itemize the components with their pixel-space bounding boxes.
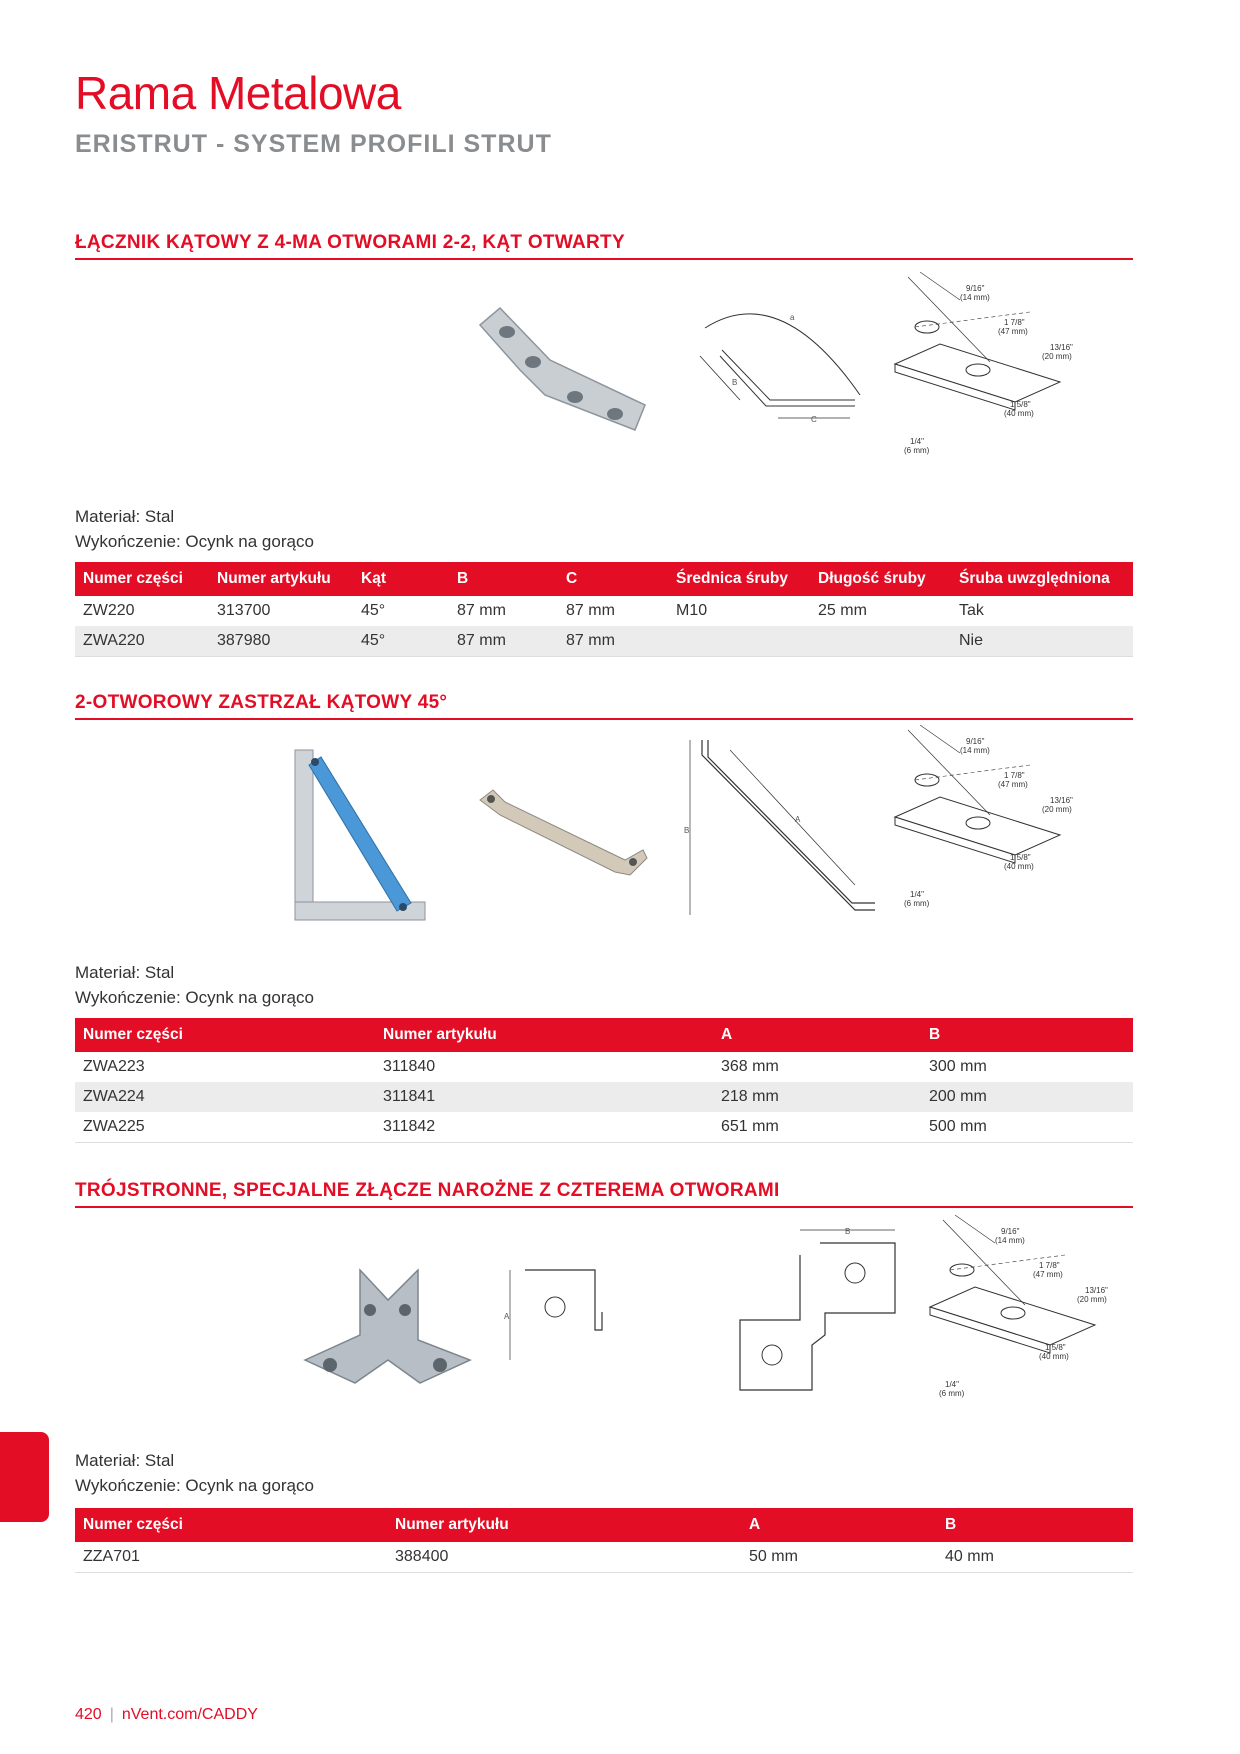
page-number: 420 xyxy=(75,1706,102,1723)
table-cell: 87 mm xyxy=(566,602,615,619)
table-row xyxy=(75,1112,1133,1143)
svg-text:B: B xyxy=(684,826,690,835)
table-row xyxy=(75,596,1133,626)
table-row xyxy=(75,1542,1133,1573)
svg-text:9/16": 9/16" xyxy=(1001,1227,1020,1236)
table-cell: 300 mm xyxy=(929,1058,987,1075)
svg-text:9/16": 9/16" xyxy=(966,737,985,746)
table-row xyxy=(75,1052,1133,1082)
footer-link[interactable]: nVent.com/CADDY xyxy=(121,1706,258,1723)
svg-text:A: A xyxy=(795,815,801,824)
svg-text:1 5/8": 1 5/8" xyxy=(1045,1343,1066,1352)
table-cell: 218 mm xyxy=(713,1082,921,1112)
table-cell: ZWA224 xyxy=(75,1082,375,1112)
table-cell: ZZA701 xyxy=(75,1542,387,1573)
spec-table-1 xyxy=(75,562,1133,657)
brace-assembly-photo xyxy=(285,745,435,935)
svg-text:(20 mm): (20 mm) xyxy=(1042,352,1072,361)
col-header: Numer części xyxy=(75,1508,387,1542)
table-cell: M10 xyxy=(676,602,708,619)
page-title: Rama Metalowa xyxy=(75,67,401,119)
table-row xyxy=(75,1082,1133,1112)
svg-text:a: a xyxy=(790,313,795,322)
svg-text:1/4": 1/4" xyxy=(945,1380,959,1389)
col-header: Numer części xyxy=(75,562,209,596)
brace-drawing xyxy=(680,735,880,920)
corner-connector-side-drawing xyxy=(500,1265,680,1365)
finish-text-3: Wykończenie: Ocynk na gorąco xyxy=(75,1476,314,1495)
svg-text:B: B xyxy=(732,378,738,387)
hole-dimension-drawing-3 xyxy=(915,1215,1115,1405)
section-title-3: TRÓJSTRONNE, SPECJALNE ZŁĄCZE NAROŻNE Z CZTEREMA OTWORAMI xyxy=(75,1180,1133,1208)
svg-text:13/16": 13/16" xyxy=(1050,796,1073,805)
section-title-2: 2-OTWOROWY ZASTRZAŁ KĄTOWY 45° xyxy=(75,692,1133,720)
svg-text:(47 mm): (47 mm) xyxy=(998,780,1028,789)
col-header: B xyxy=(937,1508,1133,1542)
col-header: Numer artykułu xyxy=(375,1018,713,1052)
table-cell: 368 mm xyxy=(721,1058,779,1075)
svg-text:(40 mm): (40 mm) xyxy=(1004,409,1034,418)
col-header: C xyxy=(558,562,668,596)
col-header: A xyxy=(713,1018,921,1052)
table-cell: 311840 xyxy=(383,1058,436,1075)
table-cell: 313700 xyxy=(217,602,271,619)
col-header: Numer części xyxy=(75,1018,375,1052)
col-header: B xyxy=(921,1018,1133,1052)
table-cell: 40 mm xyxy=(937,1542,1133,1573)
col-header: Średnica śruby xyxy=(668,562,810,596)
svg-text:1 7/8": 1 7/8" xyxy=(1039,1261,1060,1270)
svg-text:(14 mm): (14 mm) xyxy=(960,293,990,302)
angle-connector-drawing xyxy=(690,300,870,430)
table-cell: 200 mm xyxy=(921,1082,1133,1112)
col-header: Numer artykułu xyxy=(387,1508,741,1542)
col-header: Kąt xyxy=(353,562,449,596)
angle-connector-photo xyxy=(470,300,660,450)
material-text-1: Materiał: Stal xyxy=(75,507,175,526)
finish-text-2: Wykończenie: Ocynk na gorąco xyxy=(75,988,314,1007)
svg-text:B: B xyxy=(845,1227,851,1236)
col-header: B xyxy=(449,562,558,596)
col-header: A xyxy=(741,1508,937,1542)
material-text-3: Materiał: Stal xyxy=(75,1451,175,1470)
table-cell: 87 mm xyxy=(457,602,506,619)
finish-text-1: Wykończenie: Ocynk na gorąco xyxy=(75,532,314,551)
svg-text:(6 mm): (6 mm) xyxy=(904,899,930,908)
page-footer: 420 | nVent.com/CADDY xyxy=(75,1706,258,1723)
corner-connector-photo xyxy=(300,1265,475,1390)
table-cell: 388400 xyxy=(387,1542,741,1573)
table-cell: 311842 xyxy=(375,1112,713,1143)
col-header: Numer artykułu xyxy=(209,562,353,596)
brace-photo xyxy=(475,780,655,880)
table-cell: 25 mm xyxy=(818,602,867,619)
table-cell: 50 mm xyxy=(741,1542,937,1573)
table-cell: 45° xyxy=(353,626,449,657)
table-cell xyxy=(810,626,951,657)
section-title-1: ŁĄCZNIK KĄTOWY Z 4-MA OTWORAMI 2-2, KĄT OTWARTY xyxy=(75,232,1133,260)
svg-text:(6 mm): (6 mm) xyxy=(904,446,930,455)
col-header: Długość śruby xyxy=(810,562,951,596)
table-cell: ZWA225 xyxy=(75,1112,375,1143)
svg-text:1 5/8": 1 5/8" xyxy=(1010,853,1031,862)
table-cell: ZWA223 xyxy=(83,1058,145,1075)
svg-text:9/16": 9/16" xyxy=(966,284,985,293)
page-subtitle: ERISTRUT - SYSTEM PROFILI STRUT xyxy=(75,130,552,158)
svg-text:A: A xyxy=(504,1312,510,1321)
svg-text:1 7/8": 1 7/8" xyxy=(1004,771,1025,780)
table-cell: 45° xyxy=(361,602,386,619)
table-cell: 87 mm xyxy=(449,626,558,657)
svg-text:(20 mm): (20 mm) xyxy=(1077,1295,1107,1304)
col-header: Śruba uwzględniona xyxy=(951,562,1133,596)
table-cell: Tak xyxy=(959,602,984,619)
svg-text:(14 mm): (14 mm) xyxy=(995,1236,1025,1245)
svg-text:(47 mm): (47 mm) xyxy=(998,327,1028,336)
table-cell: ZW220 xyxy=(83,602,135,619)
table-row xyxy=(75,626,1133,657)
svg-text:13/16": 13/16" xyxy=(1085,1286,1108,1295)
table-cell: 311841 xyxy=(375,1082,713,1112)
table-cell: 651 mm xyxy=(713,1112,921,1143)
svg-text:(6 mm): (6 mm) xyxy=(939,1389,965,1398)
table-cell: 87 mm xyxy=(558,626,668,657)
svg-text:C: C xyxy=(811,415,817,424)
table-cell xyxy=(668,626,810,657)
svg-text:(40 mm): (40 mm) xyxy=(1039,1352,1069,1361)
chapter-tab-marker xyxy=(0,1432,49,1522)
svg-text:(14 mm): (14 mm) xyxy=(960,746,990,755)
spec-table-2 xyxy=(75,1018,1133,1143)
corner-connector-top-drawing xyxy=(730,1225,905,1400)
material-text-2: Materiał: Stal xyxy=(75,963,175,982)
svg-text:1/4": 1/4" xyxy=(910,890,924,899)
table-cell: 387980 xyxy=(209,626,353,657)
svg-text:1 5/8": 1 5/8" xyxy=(1010,400,1031,409)
svg-text:1/4": 1/4" xyxy=(910,437,924,446)
svg-text:(20 mm): (20 mm) xyxy=(1042,805,1072,814)
svg-text:1 7/8": 1 7/8" xyxy=(1004,318,1025,327)
svg-text:(40 mm): (40 mm) xyxy=(1004,862,1034,871)
svg-text:(47 mm): (47 mm) xyxy=(1033,1270,1063,1279)
table-cell: ZWA220 xyxy=(75,626,209,657)
hole-dimension-drawing-1 xyxy=(880,272,1080,462)
hole-dimension-drawing-2 xyxy=(880,725,1080,915)
table-cell: Nie xyxy=(951,626,1133,657)
spec-table-3 xyxy=(75,1508,1133,1573)
table-cell: 500 mm xyxy=(921,1112,1133,1143)
svg-text:13/16": 13/16" xyxy=(1050,343,1073,352)
